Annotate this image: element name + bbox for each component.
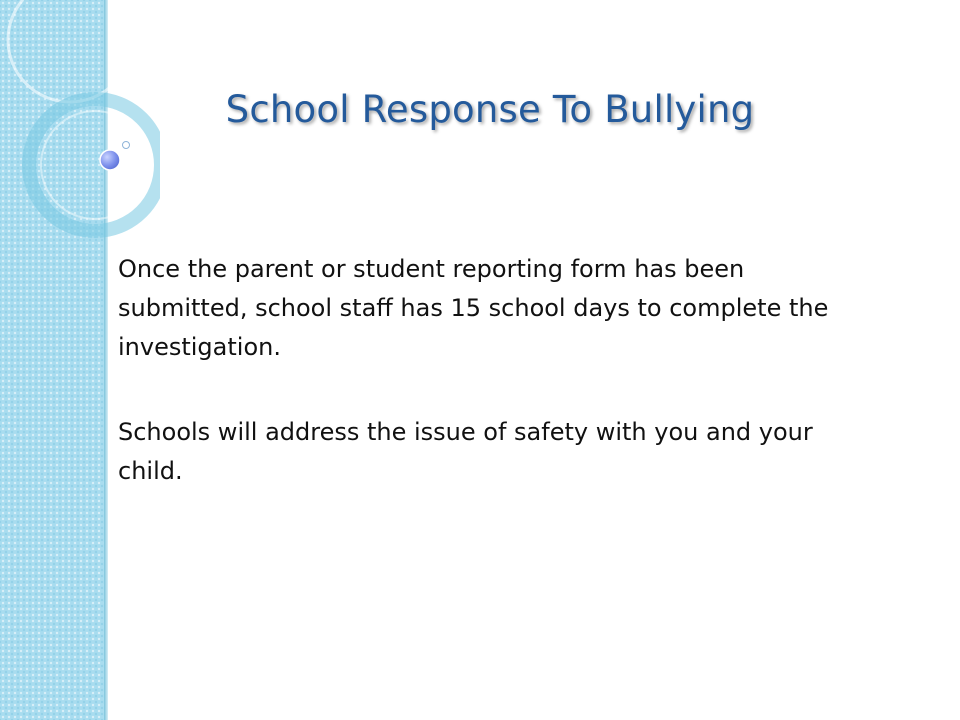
- accent-dot: [100, 150, 120, 170]
- slide-title: School Response To Bullying: [225, 88, 755, 131]
- large-arc-upper: [8, 0, 132, 102]
- small-hollow-dot: [123, 142, 130, 149]
- paragraph-investigation: Once the parent or student reporting form has been submitted, school staff has 15 school days to complete the investigation.: [118, 255, 829, 361]
- paragraph-safety: Schools will address the issue of safety with you and your child.: [118, 418, 813, 485]
- slide-body: [118, 250, 848, 491]
